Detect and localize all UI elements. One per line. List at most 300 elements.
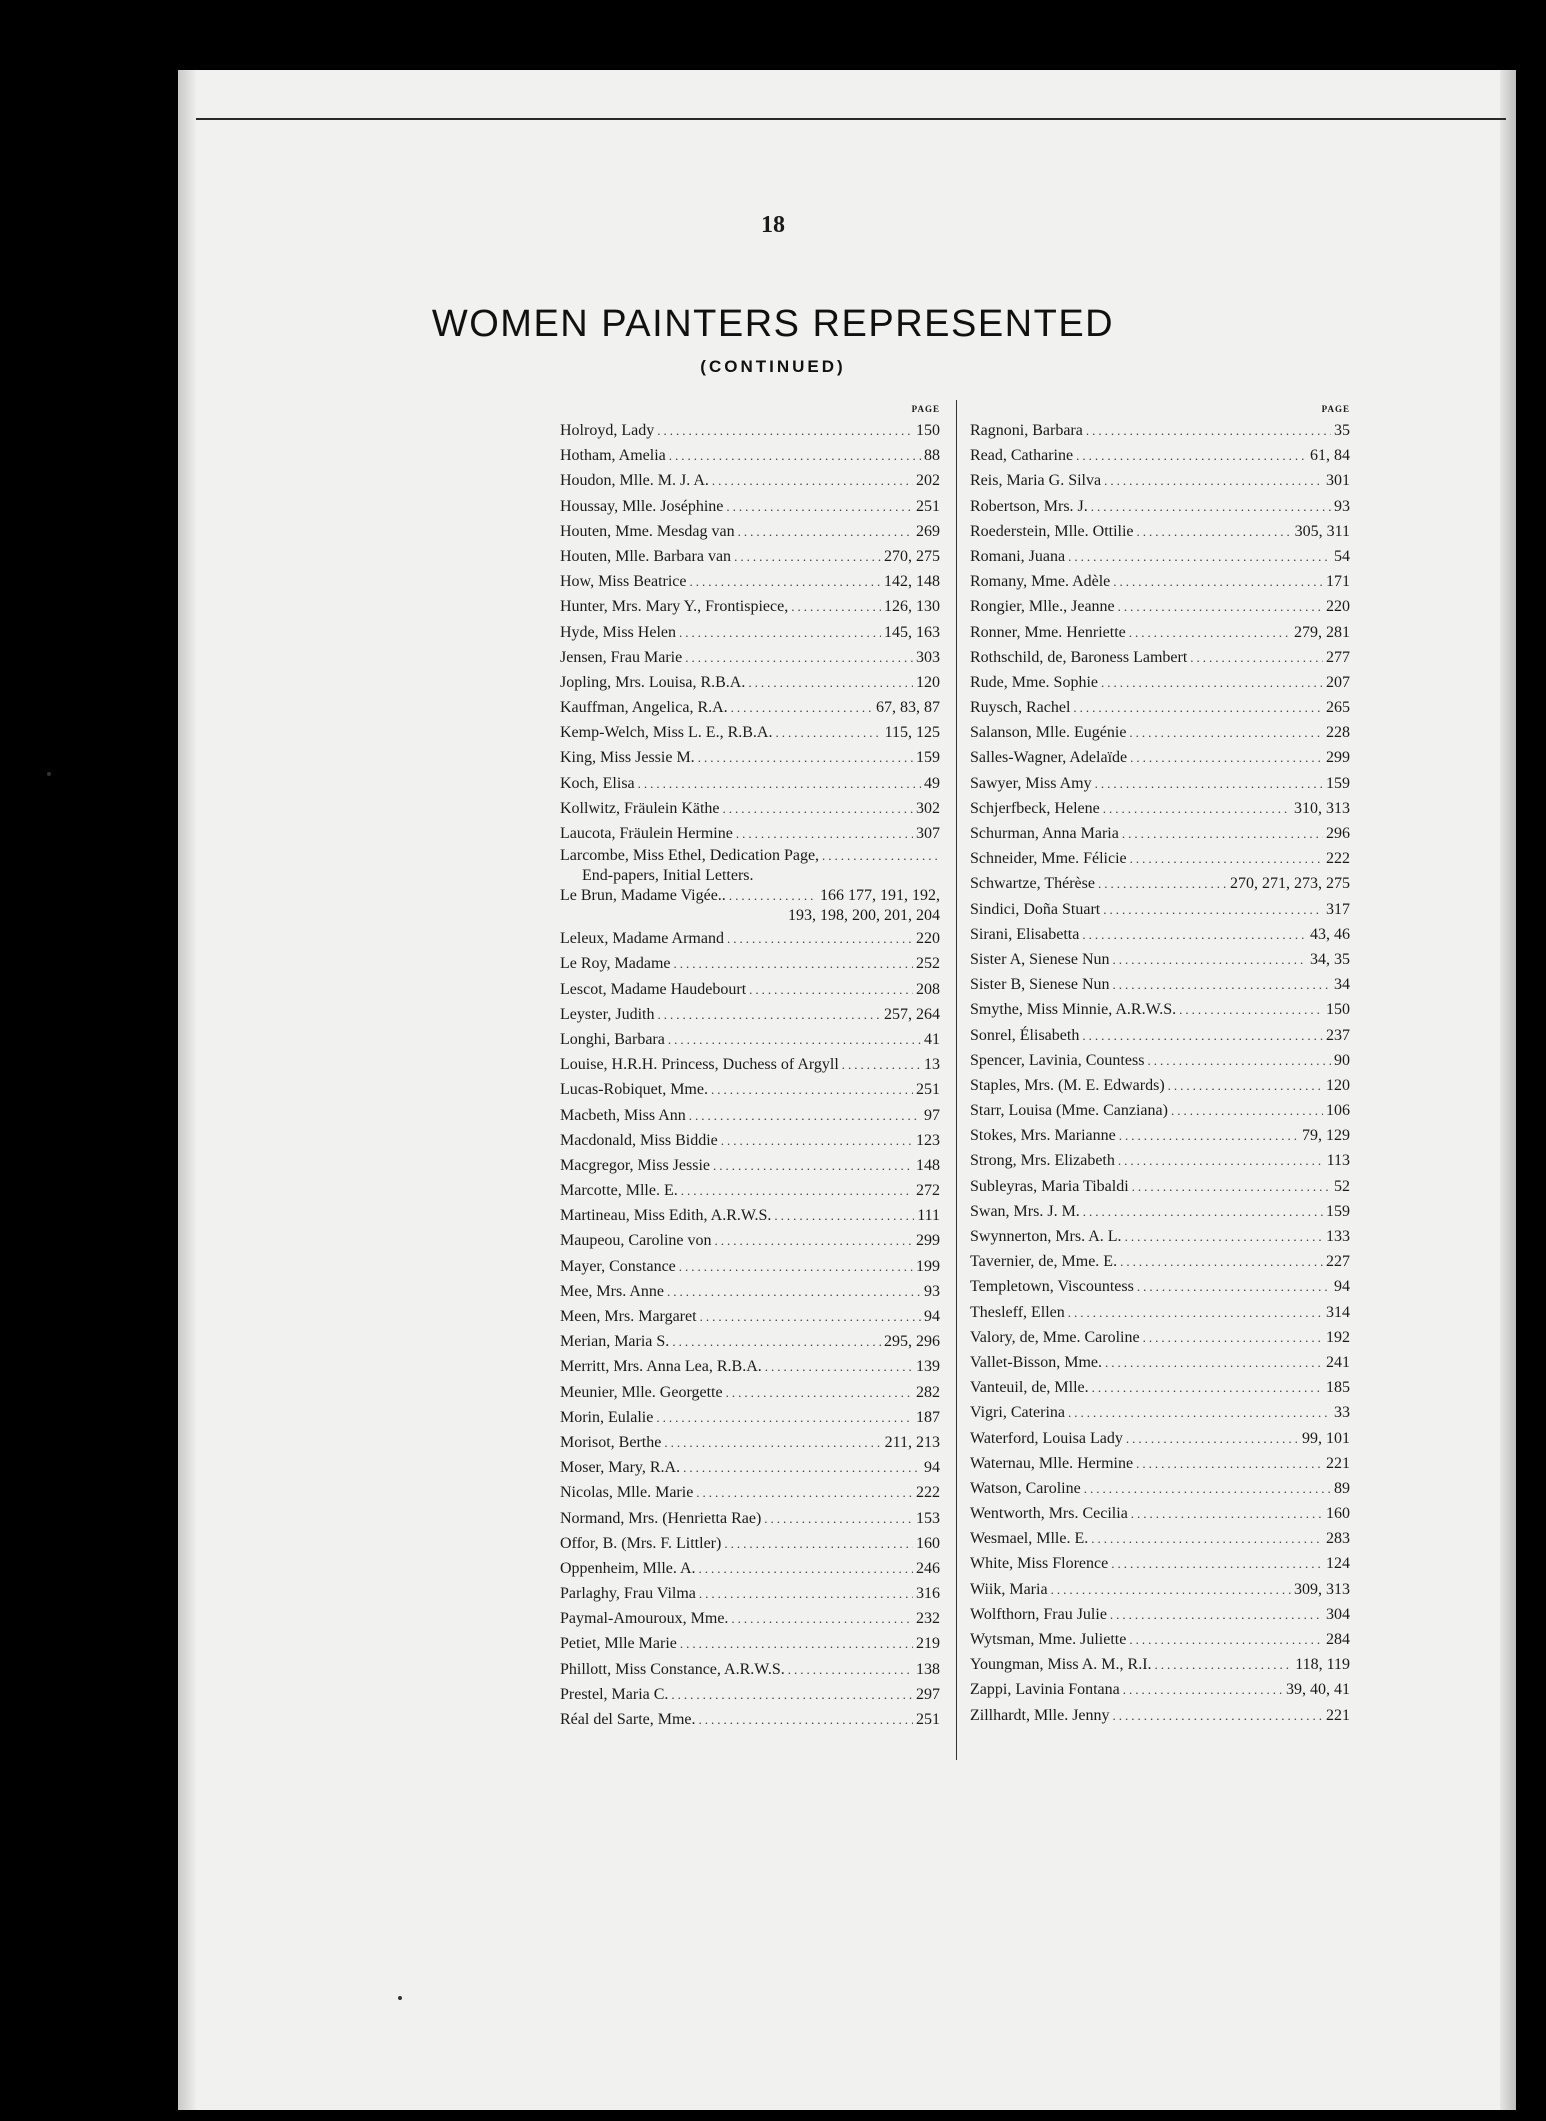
entry-name: Petiet, Mlle Marie bbox=[560, 1635, 677, 1653]
leader-dots bbox=[673, 951, 913, 976]
leader-dots bbox=[1051, 1577, 1291, 1602]
leader-dots bbox=[680, 1631, 913, 1656]
leader-dots bbox=[721, 1128, 913, 1153]
leader-dots bbox=[715, 1228, 913, 1253]
index-entry bbox=[560, 821, 940, 846]
entry-name: Maupeou, Caroline von bbox=[560, 1232, 712, 1250]
entry-name: Wentworth, Mrs. Cecilia bbox=[970, 1505, 1128, 1523]
entry-name: Schjerfbeck, Helene bbox=[970, 799, 1100, 817]
entry-name: Mee, Mrs. Anne bbox=[560, 1282, 664, 1300]
index-entry bbox=[560, 1430, 940, 1455]
leader-dots bbox=[726, 494, 913, 519]
index-entry bbox=[560, 1556, 940, 1581]
entry-pages: 94 bbox=[924, 1308, 940, 1325]
index-entry bbox=[560, 1052, 940, 1077]
entry-name: Larcombe, Miss Ethel, Dedication Page, bbox=[560, 847, 820, 865]
entry-name: Salanson, Mlle. Eugénie bbox=[970, 724, 1127, 742]
index-entry bbox=[970, 1098, 1350, 1123]
entry-name: Houten, Mlle. Barbara van bbox=[560, 547, 732, 565]
leader-dots bbox=[1113, 972, 1331, 997]
entry-name: Morin, Eulalie bbox=[560, 1408, 654, 1426]
entry-pages: 222 bbox=[1326, 850, 1350, 868]
entry-pages: 185 bbox=[1326, 1379, 1350, 1397]
leader-dots bbox=[1122, 821, 1323, 846]
index-entries-right bbox=[970, 418, 1350, 1728]
entry-name: Vallet-Bisson, Mme. bbox=[970, 1353, 1102, 1371]
entry-pages: 252 bbox=[916, 955, 940, 973]
entry-name: Read, Catharine bbox=[970, 447, 1074, 465]
entry-name: King, Miss Jessie M. bbox=[560, 749, 695, 767]
leader-dots bbox=[679, 1254, 913, 1279]
entry-name: Spencer, Lavinia, Countess bbox=[970, 1051, 1145, 1069]
entry-name: Roederstein, Mlle. Ottilie bbox=[970, 522, 1134, 540]
entry-pages: 241 bbox=[1326, 1353, 1350, 1371]
leader-dots bbox=[764, 1506, 913, 1531]
entry-name: Paymal-Amouroux, Mme. bbox=[560, 1610, 729, 1628]
entry-pages: 277 bbox=[1326, 648, 1350, 666]
entry-name: Longhi, Barbara bbox=[560, 1030, 665, 1048]
leader-dots bbox=[1098, 871, 1227, 896]
entry-name: Romany, Mme. Adèle bbox=[970, 573, 1111, 591]
entry-pages: 139 bbox=[916, 1358, 940, 1376]
index-entry bbox=[560, 1657, 940, 1682]
entry-name: Ruysch, Rachel bbox=[970, 699, 1071, 717]
entry-name: Merritt, Mrs. Anna Lea, R.B.A. bbox=[560, 1358, 762, 1376]
entry-pages: 160 bbox=[916, 1534, 940, 1552]
entry-pages: 299 bbox=[1326, 749, 1350, 767]
index-entry bbox=[970, 1023, 1350, 1048]
entry-name: Hunter, Mrs. Mary Y., Frontispiece, bbox=[560, 598, 789, 616]
entry-pages: 257, 264 bbox=[884, 1005, 940, 1023]
entry-pages: 113 bbox=[1326, 1152, 1350, 1170]
index-entry bbox=[560, 1002, 940, 1027]
entry-name: Strong, Mrs. Elizabeth bbox=[970, 1152, 1115, 1170]
leader-dots bbox=[683, 1455, 921, 1480]
entry-name: Martineau, Miss Edith, A.R.W.S. bbox=[560, 1207, 772, 1225]
leader-dots bbox=[726, 1380, 913, 1405]
index-entry bbox=[560, 594, 940, 619]
leader-dots bbox=[1073, 695, 1323, 720]
index-entry bbox=[970, 695, 1350, 720]
index-entry bbox=[560, 1682, 940, 1707]
entry-name: Salles-Wagner, Adelaïde bbox=[970, 749, 1128, 767]
entry-pages: 34, 35 bbox=[1310, 950, 1350, 968]
index-entry bbox=[970, 1300, 1350, 1325]
index-entry bbox=[560, 951, 940, 976]
leader-dots bbox=[736, 821, 913, 846]
leader-dots bbox=[657, 1002, 881, 1027]
leader-dots bbox=[1123, 1677, 1283, 1702]
leader-dots bbox=[1130, 745, 1323, 770]
entry-name: Thesleff, Ellen bbox=[970, 1303, 1065, 1321]
index-entry bbox=[970, 897, 1350, 922]
leader-dots bbox=[713, 1153, 913, 1178]
entry-pages: 93 bbox=[1334, 497, 1350, 515]
index-entry bbox=[970, 1123, 1350, 1148]
entry-name: Smythe, Miss Minnie, A.R.W.S. bbox=[970, 1001, 1177, 1019]
entry-pages: 97 bbox=[924, 1106, 940, 1124]
entry-pages: 314 bbox=[1326, 1303, 1350, 1321]
entry-name: Houdon, Mlle. M. J. A. bbox=[560, 472, 709, 490]
index-entry bbox=[560, 468, 940, 493]
entry-name: Reis, Maria G. Silva bbox=[970, 472, 1102, 490]
leader-dots bbox=[699, 1556, 913, 1581]
index-entry bbox=[970, 1148, 1350, 1173]
entry-name: Waterford, Louisa Lady bbox=[970, 1429, 1123, 1447]
entry-pages: 138 bbox=[916, 1660, 940, 1678]
entry-pages: 219 bbox=[916, 1635, 940, 1653]
index-entry bbox=[970, 468, 1350, 493]
leader-dots bbox=[1129, 720, 1323, 745]
entry-pages: 270, 271, 273, 275 bbox=[1230, 875, 1350, 893]
entry-name: Youngman, Miss A. M., R.I. bbox=[970, 1656, 1152, 1674]
leader-dots bbox=[791, 594, 881, 619]
entry-name: Meunier, Mlle. Georgette bbox=[560, 1383, 723, 1401]
entry-name: Le Brun, Madame Vigée.. bbox=[560, 887, 726, 905]
entry-name: Réal del Sarte, Mme. bbox=[560, 1711, 696, 1728]
entry-name: Schurman, Anna Maria bbox=[970, 825, 1119, 842]
leader-dots bbox=[672, 1329, 881, 1354]
entry-continuation: 193, 198, 200, 201, 204 bbox=[788, 907, 940, 925]
leader-dots bbox=[1095, 771, 1323, 796]
index-entry bbox=[560, 1354, 940, 1379]
index-entry bbox=[970, 1350, 1350, 1375]
entry-continuation: End-papers, Initial Letters. bbox=[582, 867, 754, 885]
entry-name: Robertson, Mrs. J. bbox=[970, 497, 1088, 515]
leader-dots bbox=[1101, 670, 1323, 695]
entry-pages: 171 bbox=[1326, 573, 1350, 591]
leader-dots bbox=[1155, 1652, 1293, 1677]
leader-dots bbox=[1092, 1375, 1323, 1400]
entry-name: Sister A, Sienese Nun bbox=[970, 950, 1110, 968]
index-entry bbox=[560, 494, 940, 519]
entry-name: Morisot, Berthe bbox=[560, 1433, 662, 1451]
entry-pages: 302 bbox=[916, 799, 940, 817]
entry-name: How, Miss Beatrice bbox=[560, 573, 687, 591]
entry-pages: 232 bbox=[916, 1610, 940, 1628]
entry-name: Leyster, Judith bbox=[560, 1005, 655, 1023]
index-entry bbox=[970, 620, 1350, 645]
entry-pages: 160 bbox=[1326, 1505, 1350, 1523]
entry-pages: 159 bbox=[916, 749, 940, 767]
leader-dots bbox=[669, 443, 921, 468]
entry-name: Meen, Mrs. Margaret bbox=[560, 1308, 697, 1325]
leader-dots bbox=[1091, 1526, 1323, 1551]
entry-name: Holroyd, Lady bbox=[560, 422, 655, 439]
entry-name: Valory, de, Mme. Caroline bbox=[970, 1328, 1140, 1346]
index-entry bbox=[970, 1703, 1350, 1728]
entry-name: Swan, Mrs. J. M. bbox=[970, 1202, 1080, 1220]
entry-name: Sirani, Elisabetta bbox=[970, 925, 1080, 943]
entry-name: Macgregor, Miss Jessie bbox=[560, 1156, 710, 1174]
leader-dots bbox=[1129, 1627, 1323, 1652]
leader-dots bbox=[711, 1077, 913, 1102]
entry-pages: 111 bbox=[917, 1207, 940, 1225]
scan-speck bbox=[398, 1996, 402, 2000]
entry-name: Laucota, Fräulein Hermine bbox=[560, 825, 733, 842]
entry-pages: 220 bbox=[916, 930, 940, 948]
entry-pages: 301 bbox=[1326, 472, 1350, 490]
entry-name: Koch, Elisa bbox=[560, 774, 635, 792]
entry-pages: 43, 46 bbox=[1310, 925, 1350, 943]
leader-dots bbox=[1076, 443, 1307, 468]
leader-dots bbox=[696, 1480, 913, 1505]
index-entry bbox=[970, 1627, 1350, 1652]
leader-dots bbox=[1084, 1476, 1331, 1501]
entry-pages: 269 bbox=[916, 522, 940, 540]
scan-speck bbox=[47, 772, 51, 776]
entry-pages: 283 bbox=[1326, 1530, 1350, 1548]
entry-name: Hotham, Amelia bbox=[560, 447, 666, 465]
index-entry bbox=[970, 1325, 1350, 1350]
leader-dots bbox=[671, 1682, 913, 1707]
entry-pages: 124 bbox=[1326, 1555, 1350, 1573]
leader-dots bbox=[774, 1203, 914, 1228]
entry-name: Rude, Mme. Sophie bbox=[970, 673, 1098, 691]
index-entries-left bbox=[560, 418, 940, 1732]
index-entry bbox=[560, 443, 940, 468]
index-entry bbox=[560, 1077, 940, 1102]
index-entry bbox=[560, 1128, 940, 1153]
leader-dots bbox=[1068, 1300, 1323, 1325]
index-entry bbox=[970, 494, 1350, 519]
index-entry bbox=[970, 1577, 1350, 1602]
index-entry bbox=[970, 997, 1350, 1022]
entry-name: Kauffman, Angelica, R.A. bbox=[560, 699, 728, 717]
index-entry bbox=[970, 846, 1350, 871]
leader-dots bbox=[689, 1103, 921, 1128]
index-entry bbox=[970, 1526, 1350, 1551]
index-entry bbox=[560, 1103, 940, 1128]
leader-dots bbox=[1082, 922, 1307, 947]
index-entry bbox=[970, 1476, 1350, 1501]
index-entry bbox=[560, 1380, 940, 1405]
entry-name: Jopling, Mrs. Louisa, R.B.A. bbox=[560, 673, 746, 691]
entry-pages: 272 bbox=[916, 1182, 940, 1200]
entry-pages: 199 bbox=[916, 1257, 940, 1275]
entry-name: Phillott, Miss Constance, A.R.W.S. bbox=[560, 1660, 785, 1678]
page-title: WOMEN PAINTERS REPRESENTED bbox=[431, 303, 1115, 345]
leader-dots bbox=[1118, 594, 1323, 619]
index-entry bbox=[560, 620, 940, 645]
index-entry bbox=[560, 1203, 940, 1228]
index-entry bbox=[970, 771, 1350, 796]
entry-name: Schwartze, Thérèse bbox=[970, 875, 1095, 893]
leader-dots bbox=[1137, 519, 1292, 544]
entry-pages: 237 bbox=[1326, 1026, 1350, 1044]
leader-dots bbox=[1104, 468, 1323, 493]
entry-pages: 202 bbox=[916, 472, 940, 490]
entry-name: Zillhardt, Mlle. Jenny bbox=[970, 1706, 1110, 1724]
entry-name: Watson, Caroline bbox=[970, 1479, 1081, 1497]
index-entry bbox=[970, 443, 1350, 468]
leader-dots bbox=[1129, 620, 1291, 645]
index-entry bbox=[560, 796, 940, 821]
index-entry bbox=[970, 1451, 1350, 1476]
leader-dots bbox=[1120, 1249, 1323, 1274]
entry-pages: 159 bbox=[1326, 774, 1350, 792]
entry-pages: 148 bbox=[916, 1156, 940, 1174]
entry-name: Normand, Mrs. (Henrietta Rae) bbox=[560, 1509, 762, 1527]
entry-pages: 297 bbox=[916, 1685, 940, 1703]
entry-name: Wiik, Maria bbox=[970, 1580, 1048, 1598]
entry-pages: 93 bbox=[924, 1282, 940, 1300]
leader-dots bbox=[679, 620, 881, 645]
entry-pages: 120 bbox=[916, 673, 940, 691]
leader-dots bbox=[729, 886, 817, 906]
entry-name: Le Roy, Madame bbox=[560, 955, 671, 973]
entry-name: Lucas-Robiquet, Mme. bbox=[560, 1081, 708, 1099]
entry-pages: 307 bbox=[916, 825, 940, 842]
entry-name: Kemp-Welch, Miss L. E., R.B.A. bbox=[560, 724, 773, 742]
entry-name: Sindici, Doña Stuart bbox=[970, 900, 1101, 918]
entry-pages: 208 bbox=[916, 980, 940, 998]
leader-dots bbox=[1119, 1123, 1299, 1148]
index-entry bbox=[560, 1455, 940, 1480]
index-entry bbox=[560, 1405, 940, 1430]
index-entry bbox=[970, 519, 1350, 544]
entry-name: Rothschild, de, Baroness Lambert bbox=[970, 648, 1188, 666]
index-entry bbox=[560, 1631, 940, 1656]
leader-dots bbox=[1113, 569, 1323, 594]
index-entry bbox=[560, 846, 940, 886]
leader-dots bbox=[698, 745, 913, 770]
index-entry bbox=[560, 695, 940, 720]
index-column-right bbox=[970, 400, 1350, 1728]
leader-dots bbox=[734, 544, 881, 569]
index-entry bbox=[560, 1279, 940, 1304]
leader-dots bbox=[1103, 796, 1291, 821]
index-entry bbox=[560, 977, 940, 1002]
index-entry bbox=[560, 1304, 940, 1329]
leader-dots bbox=[1082, 1023, 1323, 1048]
entry-pages: 115, 125 bbox=[884, 724, 940, 742]
page-number: 18 bbox=[761, 212, 785, 238]
index-entry bbox=[560, 670, 940, 695]
index-entry bbox=[970, 1048, 1350, 1073]
entry-pages: 90 bbox=[1334, 1051, 1350, 1069]
entry-pages: 220 bbox=[1326, 598, 1350, 616]
entry-name: Vigri, Caterina bbox=[970, 1404, 1066, 1422]
entry-pages: 118, 119 bbox=[1295, 1656, 1350, 1674]
entry-pages: 33 bbox=[1334, 1404, 1350, 1422]
top-rule bbox=[196, 118, 1506, 120]
entry-pages: 89 bbox=[1334, 1479, 1350, 1497]
entry-pages: 270, 275 bbox=[884, 547, 940, 565]
index-entry bbox=[560, 1254, 940, 1279]
leader-dots bbox=[1137, 1274, 1331, 1299]
leader-dots bbox=[723, 796, 913, 821]
leader-dots bbox=[1086, 418, 1331, 443]
entry-pages: 79, 129 bbox=[1302, 1127, 1350, 1145]
entry-pages: 166 177, 191, 192, bbox=[820, 887, 940, 905]
index-entry bbox=[970, 1602, 1350, 1627]
entry-pages: 305, 311 bbox=[1294, 522, 1350, 540]
entry-name: Leleux, Madame Armand bbox=[560, 930, 724, 948]
entry-name: Vanteuil, de, Mlle. bbox=[970, 1379, 1089, 1397]
index-entry bbox=[970, 594, 1350, 619]
entry-name: Moser, Mary, R.A. bbox=[560, 1459, 681, 1477]
entry-name: Sister B, Sienese Nun bbox=[970, 976, 1110, 994]
index-entry bbox=[560, 1581, 940, 1606]
entry-pages: 54 bbox=[1334, 547, 1350, 565]
index-entry bbox=[560, 745, 940, 770]
leader-dots bbox=[1113, 947, 1307, 972]
index-column-left bbox=[560, 400, 940, 1732]
entry-pages: 304 bbox=[1326, 1605, 1350, 1623]
leader-dots bbox=[748, 670, 913, 695]
leader-dots bbox=[1103, 897, 1323, 922]
index-entry bbox=[560, 1153, 940, 1178]
index-entry bbox=[970, 1073, 1350, 1098]
entry-name: Macbeth, Miss Ann bbox=[560, 1106, 686, 1124]
entry-pages: 106 bbox=[1326, 1102, 1350, 1120]
entry-pages: 99, 101 bbox=[1302, 1429, 1350, 1447]
entry-name: Wesmael, Mlle. E. bbox=[970, 1530, 1089, 1548]
leader-dots bbox=[842, 1052, 921, 1077]
entry-pages: 222 bbox=[916, 1484, 940, 1502]
index-entry bbox=[560, 1531, 940, 1556]
index-entry bbox=[970, 922, 1350, 947]
entry-name: Hyde, Miss Helen bbox=[560, 623, 676, 641]
index-entry bbox=[970, 796, 1350, 821]
entry-pages: 227 bbox=[1326, 1253, 1350, 1271]
entry-pages: 126, 130 bbox=[884, 598, 940, 616]
entry-pages: 279, 281 bbox=[1294, 623, 1350, 641]
entry-name: Stokes, Mrs. Marianne bbox=[970, 1127, 1116, 1145]
entry-pages: 67, 83, 87 bbox=[876, 699, 940, 717]
entry-name: Sonrel, Élisabeth bbox=[970, 1026, 1080, 1044]
leader-dots bbox=[1179, 997, 1323, 1022]
leader-dots bbox=[1091, 494, 1331, 519]
leader-dots bbox=[1171, 1098, 1323, 1123]
index-entry bbox=[970, 1677, 1350, 1702]
entry-name: Romani, Juana bbox=[970, 547, 1066, 565]
entry-pages: 94 bbox=[1334, 1278, 1350, 1296]
leader-dots bbox=[1105, 1350, 1323, 1375]
entry-pages: 303 bbox=[916, 648, 940, 666]
index-entry bbox=[970, 1400, 1350, 1425]
column-header-left: PAGE bbox=[911, 404, 940, 414]
entry-name: Louise, H.R.H. Princess, Duchess of Argyll bbox=[560, 1056, 839, 1074]
leader-dots bbox=[727, 926, 913, 951]
entry-name: Jensen, Frau Marie bbox=[560, 648, 683, 666]
entry-pages: 295, 296 bbox=[884, 1333, 940, 1351]
leader-dots bbox=[1068, 544, 1331, 569]
index-entry bbox=[560, 1707, 940, 1732]
index-entry bbox=[560, 1606, 940, 1631]
entry-pages: 13 bbox=[924, 1056, 940, 1074]
leader-dots bbox=[749, 977, 913, 1002]
leader-dots bbox=[1083, 1199, 1323, 1224]
entry-name: Houssay, Mlle. Joséphine bbox=[560, 497, 724, 515]
leader-dots bbox=[685, 645, 913, 670]
index-entry bbox=[560, 720, 940, 745]
entry-pages: 317 bbox=[1326, 900, 1350, 918]
entry-name: Starr, Louisa (Mme. Canziana) bbox=[970, 1102, 1168, 1120]
index-entry-line bbox=[560, 846, 940, 866]
index-entry bbox=[970, 821, 1350, 846]
entry-pages: 246 bbox=[916, 1559, 940, 1577]
leader-dots bbox=[1113, 1703, 1323, 1728]
entry-name: Sawyer, Miss Amy bbox=[970, 774, 1092, 792]
entry-name: Nicolas, Mlle. Marie bbox=[560, 1484, 694, 1502]
leader-dots bbox=[664, 1430, 881, 1455]
entry-name: Wolfthorn, Frau Julie bbox=[970, 1605, 1107, 1623]
entry-name: Tavernier, de, Mme. E. bbox=[970, 1253, 1118, 1271]
leader-dots bbox=[822, 846, 937, 866]
entry-pages: 265 bbox=[1326, 699, 1350, 717]
